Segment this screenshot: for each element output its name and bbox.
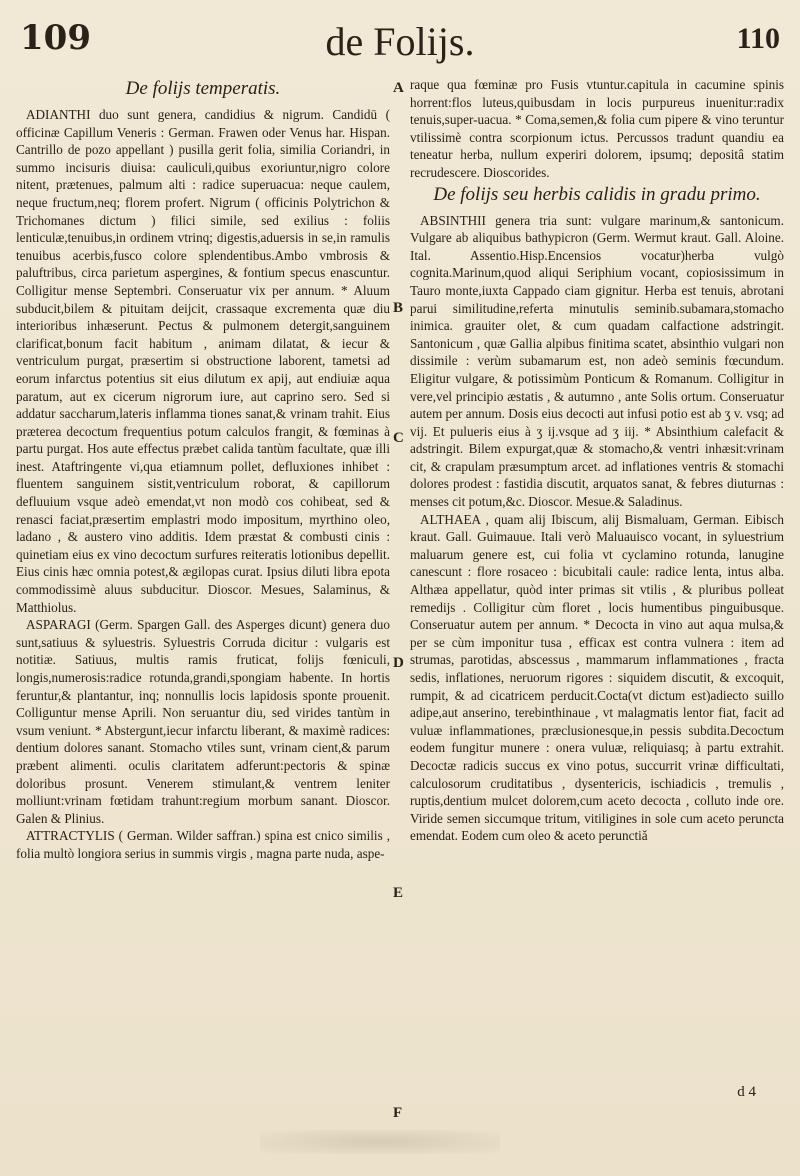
left-column — [16, 76, 390, 1136]
running-title: de Folijs. — [325, 19, 475, 64]
page-number-right: 110 — [736, 22, 780, 55]
margin-letter-e: E — [393, 885, 404, 901]
catchword-signature: d 4 — [737, 1084, 756, 1100]
entry-attractylis-continued: raque qua fœminæ pro Fusis vtuntur.capitula in cacumine spinis horrent:flos luteus,quibusdam in locis purpureus inuenitur:radix tenuis,super-uacua. * Coma,semen,& folia cum pipere & vino teruntur vtilissimè contra scorpionum ictus. Percussos tradunt quandiu ea teneatur herba, nullum experiri dolorem, ipsumq; depositâ statim recrudescere. Dioscorides. — [410, 77, 784, 180]
paper-stain — [260, 1130, 500, 1154]
entry-adianthum: ADIANTHI duo sunt genera, candidius & nigrum. Candidū ( officinæ Capillum Veneris : German. Frawen oder Venus har. Hispan. Cantrillo de pozo appellant ) pusilla gerit folia, similia Coriandri, in summo incisuris diuisa: cauliculi,quibus exoriuntur,nigro colore nitent, prætenues, palmum alti : radice superuacua: neque caulem, neque fructum,neq; florem profert. Nigrum ( officinis Polytrichon & Trichomanes dictum ) filici simile, sed exilius : foliis lenticulæ,tenuibus,in ordinem vtrinq; digestis,aduersis in se,in ramulis tenuibus acerbis,fusco colore splendentibus.Ambo vmbrosis & paluftribus, circa parietum aspergines, & fontium specus enascuntur. Colligitur mense Septembri. Conseruatur vix per annum. * Aluum subducit,bilem & pituitam deijcit, crassaque excrementa quæ diu interioribus inhæserunt. Pectus & pulmonem detergit,sanguinem clarificat,bonum facit habitum , animam dilatat, & iecur & ventriculum purgat, præsertim si obstructione laborent, tametsi ad eorum infarctus potentius sit eius dilutum ex apij, aut endiuiæ aqua paratum, aut ex cicerum nigrorum iure, aut caprino sero. Sed si addatur saccharum,lateris inflamma tiones sanat,& vrinam trahit. Eius præterea decoctum frequentius potum calculos frangit, & fœminas à partu purgat. Hos aute effectus præbet calida tantùm facultate, quæ illi inest. Ataftringente vi,qua etiamnum pollet, defluxiones inhibet : fluentem sanguinem sistit,ventriculum roborat, & capillorum defluuium vsque adeò emendat,vt non modò cos cohibeat, sed & renasci faciat,præsertim emplastri modo impositum, myrthino oleo, ladano , & austero vino additis. Idem præstat & combusti cinis : quinetiam eius ex vino decoctum surfures reiteratis lotionibus depellit. Eius cinis hæc omnia potest,& ægilopas curat. Ipsius diluti libra epota commodissimè aluus subducitur. Dioscor. Mesues, Salaminus, & Matthiolus. — [16, 107, 390, 615]
right-column — [410, 76, 784, 1136]
margin-letter-b: B — [393, 300, 404, 316]
section-title-temperate: De folijs temperatis. — [125, 78, 281, 99]
section-title-warm-first-degree: De folijs seu herbis calidis in gradu primo. — [433, 183, 761, 205]
margin-letter-d: D — [393, 655, 404, 671]
entry-althaea: ALTHAEA , quam alij Ibiscum, alij Bismaluam, German. Eibisch kraut. Gall. Guimauue. Itali verò Maluauisco vocant, in syluestrium maluarum genere est, cui folia vt cyclamino rotunda, lanugine canescunt : flore rosaceo : bicubitali caule: radice lenta, intus alba. Althæa appellatur, quòd inter primas sit vtilis , & pluribus polleat remedijs . Colligitur cùm floret , locis humentibus pinguibusque. Conseruatur autem per annum. * Decocta in vino aut aqua mulsa,& per se cùm imponitur tusa , efficax est contra vulnera : item ad strumas, parotidas, abscessus , mammarum inflammationes , fracta sedis, inflationes, neruorum rigores : siquidem discutit, & excoquit, rumpit, & ad cicatricem perducit.Cocta(vt dictum est)adiecto suillo adipe,aut anserino, terebinthinaue , vt malagmatis lentor fiat, facit ad vuluæ inflammationes, præclusionesque,in pessis subdita.Decoctum eodem fungitur munere : onera vuluæ, reliquiasq; à partu extrahit. Decoctæ radicis succus ex vino potus, succurrit vrinæ difficultati, calculosorum cruditatibus , dysentericis, ischiadicis , tremulis , ruptis,dentium mulcet dolorem,cum aceto decocta , colluto inde ore. Viride semen siccumque tritum, vitiligines in sole cum aceto peruncta emendat. Eodem cum oleo & aceto perunctiǎ — [410, 511, 784, 844]
entry-absinthium: ABSINTHII genera tria sunt: vulgare marinum,& santonicum. Vulgare ab aliquibus bathypicron (Germ. Wermut kraut. Gall. Aloine. Ital. Assentio.Hisp.Encensios vocatur)herba vulgò cognita.Marinum,quod aliqui Seriphium vocant, copiosissimum in Tauro monte,iuxta Cappado ciam gignitur. Herba est tenuis, abrotani parui similitudine,referta minutulis seminib.subamara,stomacho inimica. grauiter olet, & cum quadam calfactione adstringit. Santonicum , quæ Gallia alpibus finitima scatet, absinthio vulgari non dissimile : verùm subamarum est, non adeò seminis fœcundum. Eligitur vulgare, & potissimùm Ponticum & Romanum. Colligitur in vere,vel principio æstatis , & autumno , ante Solis ortum. Conseruatur autem per annum. Dosis eius decocti aut infusi potio est ab ʒ v. vsq; ad vij. Et pulueris eius à ʒ ij.vsque ad ʒ iij. * Absinthium calefacit & adstringit. Bilem expurgat,quæ & stomacho,& ventri inhæsit:vrinam cit, & crapulam præsumptum arcet. ad inflationes ventris & stomachi dolores prodest : fastidia discutit, arquatos sanat, & febres diuturnas : menses cit potum,&c. Dioscor. Mesue.& Saladinus. — [410, 212, 784, 510]
entry-asparagus: ASPARAGI (Germ. Spargen Gall. des Asperges dicunt) genera duo sunt,satiuus & syluestris. Syluestris Corruda dicitur : vulgaris est notitiæ. Satiuus, multis ramis fruticat, folijs fœniculi, longis,numerosis:radice rotunda,grandi,spongiam habente. In hortis feruntur,& plantantur, inq; nonnullis locis lapidosis sponte prouenit. Colliguntur mense Aprili. Non seruantur diu, sed virides tantùm in vsum veniunt. * Abstergunt,iecur infarctu liberant, & maximè radices: dentium dolores sanant. Stomacho vtiles sunt, vrinam cient,& parum præbent alimenti. oculis claritatem adferunt:pectoris & spinæ doloribus prosunt. Venerem stimulant,& ventrem leniter molliunt:vrinam fœtidam trahunt:regium morbum sanant. Dioscor. Galen & Plinius. — [16, 617, 390, 826]
margin-letter-f: F — [393, 1105, 403, 1121]
margin-letter-c: C — [393, 430, 404, 446]
page-number-left: 109 — [20, 18, 91, 58]
page-header — [20, 18, 780, 68]
margin-letter-a: A — [393, 80, 404, 96]
entry-attractylis: ATTRACTYLIS ( German. Wilder saffran.) spina est cnico similis , folia multò longiora serius in summis virgis , magna parte nuda, aspe- — [16, 828, 390, 861]
